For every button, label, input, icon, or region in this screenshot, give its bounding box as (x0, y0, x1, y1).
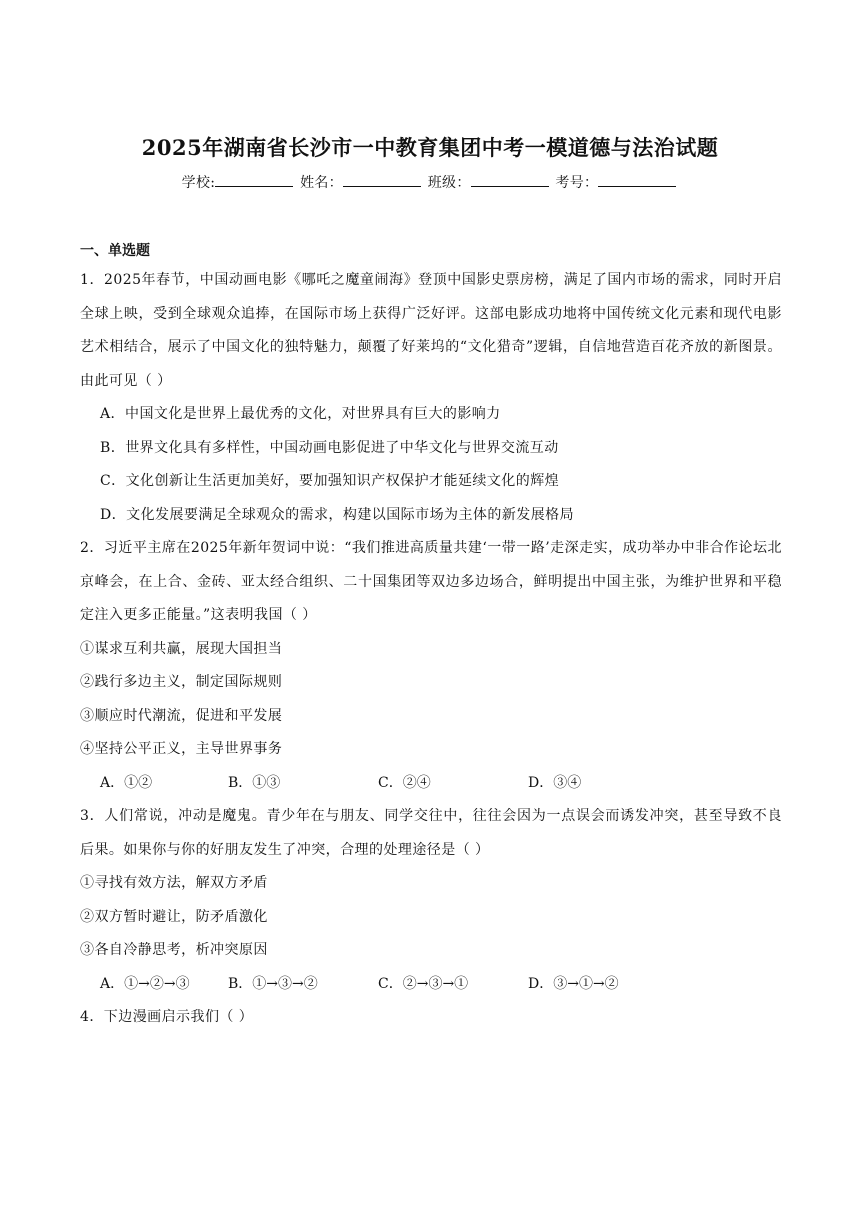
question-2-item-4: ④坚持公平正义，主导世界事务 (80, 741, 283, 757)
question-2-item-2: ②践行多边主义，制定国际规则 (80, 674, 283, 690)
question-3-item-3: ③各自冷静思考，析冲突原因 (80, 942, 268, 958)
question-2-options (80, 767, 782, 801)
question-3-options (80, 968, 782, 1002)
question-1-option-b: B．世界文化具有多样性，中国动画电影促进了中华文化与世界交流互动 (100, 439, 559, 456)
question-3-option-b: B．①→③→② (228, 975, 318, 992)
question-2-option-c: C．②④ (378, 774, 431, 791)
question-4-stem: 4．下边漫画启示我们（ ） (80, 1009, 254, 1025)
question-2-item-1: ①谋求互利共赢，展现大国担当 (80, 640, 283, 657)
school-blank[interactable] (215, 172, 293, 187)
question-1-stem: 1．2025年春节，中国动画电影《哪吒之魔童闹海》登顶中国影史票房榜，满足了国内市场的需求，同时开启全球上映，受到全球观众追捧，在国际市场上获得广泛好评。这部电影成功地将中国传统文化元素和现代电影艺术相结合，展示了中国文化的独特魅力，颠覆了好莱坞的“文化猎奇”逻辑，自信地营造百花齐放的新图景。由此可见（ ） (80, 272, 782, 389)
question-1-option-c: C．文化创新让生活更加美好，要加强知识产权保护才能延续文化的辉煌 (100, 473, 560, 489)
question-2-option-a: A．①② (100, 774, 153, 791)
question-2-option-d: D．③④ (528, 774, 582, 791)
question-3-option-c: C．②→③→① (378, 975, 469, 992)
question-2-option-b: B．①③ (228, 774, 281, 791)
class-label: 班级： (427, 175, 471, 191)
question-1-option-d: D．文化发展要满足全球观众的需求，构建以国际市场为主体的新发展格局 (100, 506, 575, 523)
name-blank[interactable] (343, 172, 421, 187)
student-info-line (0, 172, 860, 194)
question-3-item-1: ①寻找有效方法，解双方矛盾 (80, 875, 268, 891)
class-blank[interactable] (471, 172, 549, 187)
exam-title: 2025年湖南省长沙市一中教育集团中考一模道德与法治试题 (141, 135, 719, 160)
question-1-option-a: A．中国文化是世界上最优秀的文化，对世界具有巨大的影响力 (100, 406, 501, 422)
question-3-item-2: ②双方暂时避让，防矛盾激化 (80, 908, 268, 925)
question-2-item-3: ③顺应时代潮流，促进和平发展 (80, 707, 283, 724)
question-2-stem: 2．习近平主席在2025年新年贺词中说：“我们推进高质量共建‘一带一路’走深走实，成功举办中非合作论坛北京峰会，在上合、金砖、亚太经合组织、二十国集团等双边多边场合，鲜明提出中国主张，为维护世界和平稳定注入更多正能量。”这表明我国（ ） (80, 540, 782, 623)
school-label: 学校: (181, 175, 216, 191)
question-3-option-d: D．③→①→② (528, 975, 619, 992)
exam-number-blank[interactable] (598, 172, 676, 187)
question-list (80, 264, 782, 1035)
question-3-stem: 3．人们常说，冲动是魔鬼。青少年在与朋友、同学交往中，往往会因为一点误会而诱发冲突，甚至导致不良后果。如果你与你的好朋友发生了冲突，合理的处理途径是（ ） (80, 808, 782, 858)
exam-number-label: 考号： (555, 175, 599, 191)
question-3-option-a: A．①→②→③ (100, 975, 190, 992)
section-heading: 一、单选题 (80, 243, 150, 259)
name-label: 姓名： (300, 175, 343, 191)
